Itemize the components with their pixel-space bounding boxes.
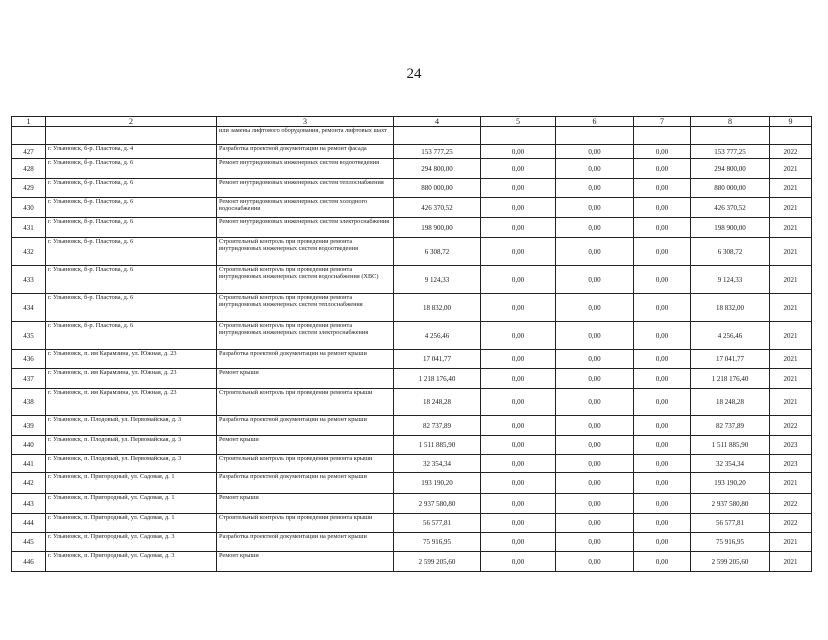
year-cell: 2021 bbox=[770, 369, 812, 389]
total-cost-cell: 1 218 176,40 bbox=[394, 369, 481, 389]
table-row bbox=[12, 473, 812, 494]
table-row bbox=[12, 350, 812, 369]
year-cell: 2023 bbox=[770, 436, 812, 455]
col7-cell: 0,00 bbox=[634, 145, 691, 159]
work-type-cell: Строительный контроль при проведении ремонта внутридомовых инженерных систем водоотведения bbox=[217, 238, 394, 266]
col7-cell: 0,00 bbox=[634, 238, 691, 266]
work-type-cell: Строительный контроль при проведении ремонта внутридомовых инженерных систем электроснабжения bbox=[217, 322, 394, 350]
owner-funds-cell: 18 248,28 bbox=[691, 389, 770, 416]
capital-repair-table bbox=[11, 116, 812, 572]
col6-cell: 0,00 bbox=[556, 552, 634, 572]
row-number-cell: 431 bbox=[12, 218, 46, 238]
col5-cell: 0,00 bbox=[481, 494, 556, 514]
total-cost-cell: 1 511 885,90 bbox=[394, 436, 481, 455]
header-cell: 6 bbox=[556, 117, 634, 127]
total-cost-cell: 2 937 580,80 bbox=[394, 494, 481, 514]
col7-cell: 0,00 bbox=[634, 473, 691, 494]
header-cell: 3 bbox=[217, 117, 394, 127]
col7-cell: 0,00 bbox=[634, 514, 691, 533]
year-cell: 2021 bbox=[770, 159, 812, 179]
col7-cell: 0,00 bbox=[634, 455, 691, 473]
col5-cell: 0,00 bbox=[481, 159, 556, 179]
year-cell: 2021 bbox=[770, 350, 812, 369]
owner-funds-cell: 82 737,89 bbox=[691, 416, 770, 436]
address-cell: г. Ульяновск, п. Пригородный, ул. Садовая, д. 3 bbox=[46, 552, 217, 572]
address-cell: г. Ульяновск, б-р. Пластова, д. 6 bbox=[46, 322, 217, 350]
work-type-cell: Строительный контроль при проведении ремонта крыши bbox=[217, 455, 394, 473]
col6-cell: 0,00 bbox=[556, 514, 634, 533]
page-number: 24 bbox=[406, 66, 422, 82]
row-number-cell: 444 bbox=[12, 514, 46, 533]
address-cell: г. Ульяновск, п. Плодовый, ул. Первомайская, д. 3 bbox=[46, 416, 217, 436]
owner-funds-cell: 426 370,52 bbox=[691, 198, 770, 218]
work-type-cell: Разработка проектной документации на ремонт фасада bbox=[217, 145, 394, 159]
address-cell: г. Ульяновск, п. Пригородный, ул. Садовая, д. 3 bbox=[46, 533, 217, 552]
col5-cell: 0,00 bbox=[481, 218, 556, 238]
work-type-cell: Строительный контроль при проведении ремонта внутридомовых инженерных систем водоснабжения (ХВС) bbox=[217, 266, 394, 294]
address-cell: г. Ульяновск, п. Пригородный, ул. Садовая, д. 1 bbox=[46, 494, 217, 514]
continuation-empty-cell bbox=[634, 127, 691, 145]
table-row bbox=[12, 238, 812, 266]
header-cell: 5 bbox=[481, 117, 556, 127]
col7-cell: 0,00 bbox=[634, 218, 691, 238]
col6-cell: 0,00 bbox=[556, 350, 634, 369]
year-cell: 2021 bbox=[770, 533, 812, 552]
col6-cell: 0,00 bbox=[556, 473, 634, 494]
col6-cell: 0,00 bbox=[556, 455, 634, 473]
col7-cell: 0,00 bbox=[634, 494, 691, 514]
col7-cell: 0,00 bbox=[634, 416, 691, 436]
owner-funds-cell: 32 354,34 bbox=[691, 455, 770, 473]
col7-cell: 0,00 bbox=[634, 552, 691, 572]
work-type-cell: Разработка проектной документации на ремонт крыши bbox=[217, 473, 394, 494]
col5-cell: 0,00 bbox=[481, 533, 556, 552]
col5-cell: 0,00 bbox=[481, 294, 556, 322]
total-cost-cell: 153 777,25 bbox=[394, 145, 481, 159]
row-number-cell: 433 bbox=[12, 266, 46, 294]
continuation-empty-cell bbox=[770, 127, 812, 145]
col5-cell: 0,00 bbox=[481, 389, 556, 416]
owner-funds-cell: 880 000,00 bbox=[691, 179, 770, 198]
table-row bbox=[12, 416, 812, 436]
col5-cell: 0,00 bbox=[481, 266, 556, 294]
col5-cell: 0,00 bbox=[481, 350, 556, 369]
col6-cell: 0,00 bbox=[556, 322, 634, 350]
address-cell: г. Ульяновск, б-р. Пластова, д. 6 bbox=[46, 198, 217, 218]
owner-funds-cell: 198 900,00 bbox=[691, 218, 770, 238]
row-number-cell: 445 bbox=[12, 533, 46, 552]
row-number-cell: 446 bbox=[12, 552, 46, 572]
col7-cell: 0,00 bbox=[634, 533, 691, 552]
col6-cell: 0,00 bbox=[556, 533, 634, 552]
row-number-cell: 438 bbox=[12, 389, 46, 416]
owner-funds-cell: 4 256,46 bbox=[691, 322, 770, 350]
row-number-cell: 434 bbox=[12, 294, 46, 322]
work-type-cell: Разработка проектной документации на ремонт крыши bbox=[217, 416, 394, 436]
address-cell: г. Ульяновск, б-р. Пластова, д. 6 bbox=[46, 294, 217, 322]
owner-funds-cell: 1 511 885,90 bbox=[691, 436, 770, 455]
total-cost-cell: 294 800,00 bbox=[394, 159, 481, 179]
owner-funds-cell: 75 916,95 bbox=[691, 533, 770, 552]
address-cell: г. Ульяновск, б-р. Пластова, д. 4 bbox=[46, 145, 217, 159]
col7-cell: 0,00 bbox=[634, 294, 691, 322]
col7-cell: 0,00 bbox=[634, 350, 691, 369]
header-cell: 9 bbox=[770, 117, 812, 127]
work-type-cell: Ремонт крыши bbox=[217, 369, 394, 389]
col6-cell: 0,00 bbox=[556, 369, 634, 389]
col5-cell: 0,00 bbox=[481, 198, 556, 218]
year-cell: 2021 bbox=[770, 294, 812, 322]
table-row bbox=[12, 218, 812, 238]
year-cell: 2021 bbox=[770, 552, 812, 572]
total-cost-cell: 18 832,00 bbox=[394, 294, 481, 322]
total-cost-cell: 2 599 205,60 bbox=[394, 552, 481, 572]
col6-cell: 0,00 bbox=[556, 159, 634, 179]
year-cell: 2021 bbox=[770, 389, 812, 416]
owner-funds-cell: 18 832,00 bbox=[691, 294, 770, 322]
row-number-cell: 441 bbox=[12, 455, 46, 473]
col5-cell: 0,00 bbox=[481, 436, 556, 455]
continuation-empty-cell bbox=[556, 127, 634, 145]
work-type-cell: Ремонт крыши bbox=[217, 552, 394, 572]
work-type-cell: Строительный контроль при проведении ремонта крыши bbox=[217, 389, 394, 416]
work-type-cell: Строительный контроль при проведении ремонта внутридомовых инженерных систем теплоснабжения bbox=[217, 294, 394, 322]
continuation-empty-cell bbox=[691, 127, 770, 145]
col5-cell: 0,00 bbox=[481, 416, 556, 436]
total-cost-cell: 880 000,00 bbox=[394, 179, 481, 198]
address-cell: г. Ульяновск, б-р. Пластова, д. 6 bbox=[46, 159, 217, 179]
address-cell: г. Ульяновск, п. Плодовый, ул. Первомайская, д. 3 bbox=[46, 436, 217, 455]
total-cost-cell: 18 248,28 bbox=[394, 389, 481, 416]
total-cost-cell: 75 916,95 bbox=[394, 533, 481, 552]
col5-cell: 0,00 bbox=[481, 552, 556, 572]
column-number-header bbox=[12, 117, 812, 127]
year-cell: 2021 bbox=[770, 218, 812, 238]
row-number-cell: 432 bbox=[12, 238, 46, 266]
col5-cell: 0,00 bbox=[481, 473, 556, 494]
table-row bbox=[12, 436, 812, 455]
table-row bbox=[12, 552, 812, 572]
year-cell: 2021 bbox=[770, 238, 812, 266]
table-row bbox=[12, 494, 812, 514]
col7-cell: 0,00 bbox=[634, 369, 691, 389]
year-cell: 2022 bbox=[770, 416, 812, 436]
table-row bbox=[12, 198, 812, 218]
col6-cell: 0,00 bbox=[556, 198, 634, 218]
address-cell: г. Ульяновск, п. им Карамзина, ул. Южная, д. 23 bbox=[46, 369, 217, 389]
table-row bbox=[12, 533, 812, 552]
col5-cell: 0,00 bbox=[481, 514, 556, 533]
table-row bbox=[12, 514, 812, 533]
owner-funds-cell: 1 218 176,40 bbox=[691, 369, 770, 389]
header-cell: 1 bbox=[12, 117, 46, 127]
col5-cell: 0,00 bbox=[481, 238, 556, 266]
continuation-work-cell: или замены лифтового оборудования, ремонта лифтовых шахт bbox=[217, 127, 394, 145]
address-cell: г. Ульяновск, б-р. Пластова, д. 6 bbox=[46, 238, 217, 266]
table-row bbox=[12, 389, 812, 416]
continuation-empty-cell bbox=[481, 127, 556, 145]
year-cell: 2022 bbox=[770, 494, 812, 514]
total-cost-cell: 4 256,46 bbox=[394, 322, 481, 350]
address-cell: г. Ульяновск, б-р. Пластова, д. 6 bbox=[46, 218, 217, 238]
table-row bbox=[12, 294, 812, 322]
work-type-cell: Ремонт внутридомовых инженерных систем холодного водоснабжения bbox=[217, 198, 394, 218]
year-cell: 2023 bbox=[770, 455, 812, 473]
col6-cell: 0,00 bbox=[556, 389, 634, 416]
col7-cell: 0,00 bbox=[634, 179, 691, 198]
address-cell: г. Ульяновск, б-р. Пластова, д. 6 bbox=[46, 179, 217, 198]
header-cell: 2 bbox=[46, 117, 217, 127]
owner-funds-cell: 193 190,20 bbox=[691, 473, 770, 494]
continuation-row bbox=[12, 127, 812, 145]
header-cell: 4 bbox=[394, 117, 481, 127]
total-cost-cell: 198 900,00 bbox=[394, 218, 481, 238]
year-cell: 2022 bbox=[770, 145, 812, 159]
col6-cell: 0,00 bbox=[556, 179, 634, 198]
address-cell: г. Ульяновск, п. Пригородный, ул. Садовая, д. 1 bbox=[46, 514, 217, 533]
continuation-empty-cell bbox=[394, 127, 481, 145]
col6-cell: 0,00 bbox=[556, 145, 634, 159]
owner-funds-cell: 56 577,81 bbox=[691, 514, 770, 533]
address-cell: г. Ульяновск, п. Пригородный, ул. Садовая, д. 1 bbox=[46, 473, 217, 494]
total-cost-cell: 56 577,81 bbox=[394, 514, 481, 533]
row-number-cell: 428 bbox=[12, 159, 46, 179]
col5-cell: 0,00 bbox=[481, 179, 556, 198]
work-type-cell: Ремонт внутридомовых инженерных систем водоотведения bbox=[217, 159, 394, 179]
col6-cell: 0,00 bbox=[556, 238, 634, 266]
col7-cell: 0,00 bbox=[634, 159, 691, 179]
work-type-cell: Строительный контроль при проведении ремонта крыши bbox=[217, 514, 394, 533]
col6-cell: 0,00 bbox=[556, 494, 634, 514]
col7-cell: 0,00 bbox=[634, 266, 691, 294]
table-row bbox=[12, 455, 812, 473]
col7-cell: 0,00 bbox=[634, 436, 691, 455]
owner-funds-cell: 9 124,33 bbox=[691, 266, 770, 294]
row-number-cell: 427 bbox=[12, 145, 46, 159]
owner-funds-cell: 6 308,72 bbox=[691, 238, 770, 266]
table-row bbox=[12, 145, 812, 159]
total-cost-cell: 6 308,72 bbox=[394, 238, 481, 266]
owner-funds-cell: 2 599 205,60 bbox=[691, 552, 770, 572]
row-number-cell: 439 bbox=[12, 416, 46, 436]
total-cost-cell: 426 370,52 bbox=[394, 198, 481, 218]
owner-funds-cell: 294 800,00 bbox=[691, 159, 770, 179]
col5-cell: 0,00 bbox=[481, 455, 556, 473]
row-number-cell: 442 bbox=[12, 473, 46, 494]
owner-funds-cell: 153 777,25 bbox=[691, 145, 770, 159]
table-row bbox=[12, 179, 812, 198]
work-type-cell: Ремонт крыши bbox=[217, 436, 394, 455]
work-type-cell: Ремонт внутридомовых инженерных систем электроснабжения bbox=[217, 218, 394, 238]
owner-funds-cell: 2 937 580,80 bbox=[691, 494, 770, 514]
continuation-empty-cell bbox=[12, 127, 46, 145]
col5-cell: 0,00 bbox=[481, 322, 556, 350]
col6-cell: 0,00 bbox=[556, 218, 634, 238]
col6-cell: 0,00 bbox=[556, 266, 634, 294]
work-type-cell: Разработка проектной документации на ремонт крыши bbox=[217, 350, 394, 369]
row-number-cell: 437 bbox=[12, 369, 46, 389]
total-cost-cell: 193 190,20 bbox=[394, 473, 481, 494]
year-cell: 2022 bbox=[770, 514, 812, 533]
year-cell: 2021 bbox=[770, 179, 812, 198]
address-cell: г. Ульяновск, б-р. Пластова, д. 6 bbox=[46, 266, 217, 294]
col7-cell: 0,00 bbox=[634, 389, 691, 416]
row-number-cell: 430 bbox=[12, 198, 46, 218]
work-type-cell: Ремонт внутридомовых инженерных систем теплоснабжения bbox=[217, 179, 394, 198]
total-cost-cell: 82 737,89 bbox=[394, 416, 481, 436]
total-cost-cell: 32 354,34 bbox=[394, 455, 481, 473]
table-row bbox=[12, 322, 812, 350]
address-cell: г. Ульяновск, п. Плодовый, ул. Первомайская, д. 3 bbox=[46, 455, 217, 473]
row-number-cell: 435 bbox=[12, 322, 46, 350]
address-cell: г. Ульяновск, п. им Карамзина, ул. Южная, д. 23 bbox=[46, 389, 217, 416]
table-row bbox=[12, 369, 812, 389]
continuation-empty-cell bbox=[46, 127, 217, 145]
col7-cell: 0,00 bbox=[634, 322, 691, 350]
header-cell: 8 bbox=[691, 117, 770, 127]
col5-cell: 0,00 bbox=[481, 145, 556, 159]
table-row bbox=[12, 159, 812, 179]
row-number-cell: 443 bbox=[12, 494, 46, 514]
row-number-cell: 436 bbox=[12, 350, 46, 369]
year-cell: 2021 bbox=[770, 198, 812, 218]
owner-funds-cell: 17 041,77 bbox=[691, 350, 770, 369]
work-type-cell: Ремонт крыши bbox=[217, 494, 394, 514]
total-cost-cell: 9 124,33 bbox=[394, 266, 481, 294]
row-number-cell: 440 bbox=[12, 436, 46, 455]
col6-cell: 0,00 bbox=[556, 294, 634, 322]
year-cell: 2021 bbox=[770, 266, 812, 294]
header-cell: 7 bbox=[634, 117, 691, 127]
address-cell: г. Ульяновск, п. им Карамзина, ул. Южная, д. 23 bbox=[46, 350, 217, 369]
col6-cell: 0,00 bbox=[556, 436, 634, 455]
col6-cell: 0,00 bbox=[556, 416, 634, 436]
row-number-cell: 429 bbox=[12, 179, 46, 198]
year-cell: 2021 bbox=[770, 322, 812, 350]
year-cell: 2021 bbox=[770, 473, 812, 494]
table-row bbox=[12, 266, 812, 294]
col5-cell: 0,00 bbox=[481, 369, 556, 389]
col7-cell: 0,00 bbox=[634, 198, 691, 218]
total-cost-cell: 17 041,77 bbox=[394, 350, 481, 369]
work-type-cell: Разработка проектной документации на ремонт крыши bbox=[217, 533, 394, 552]
